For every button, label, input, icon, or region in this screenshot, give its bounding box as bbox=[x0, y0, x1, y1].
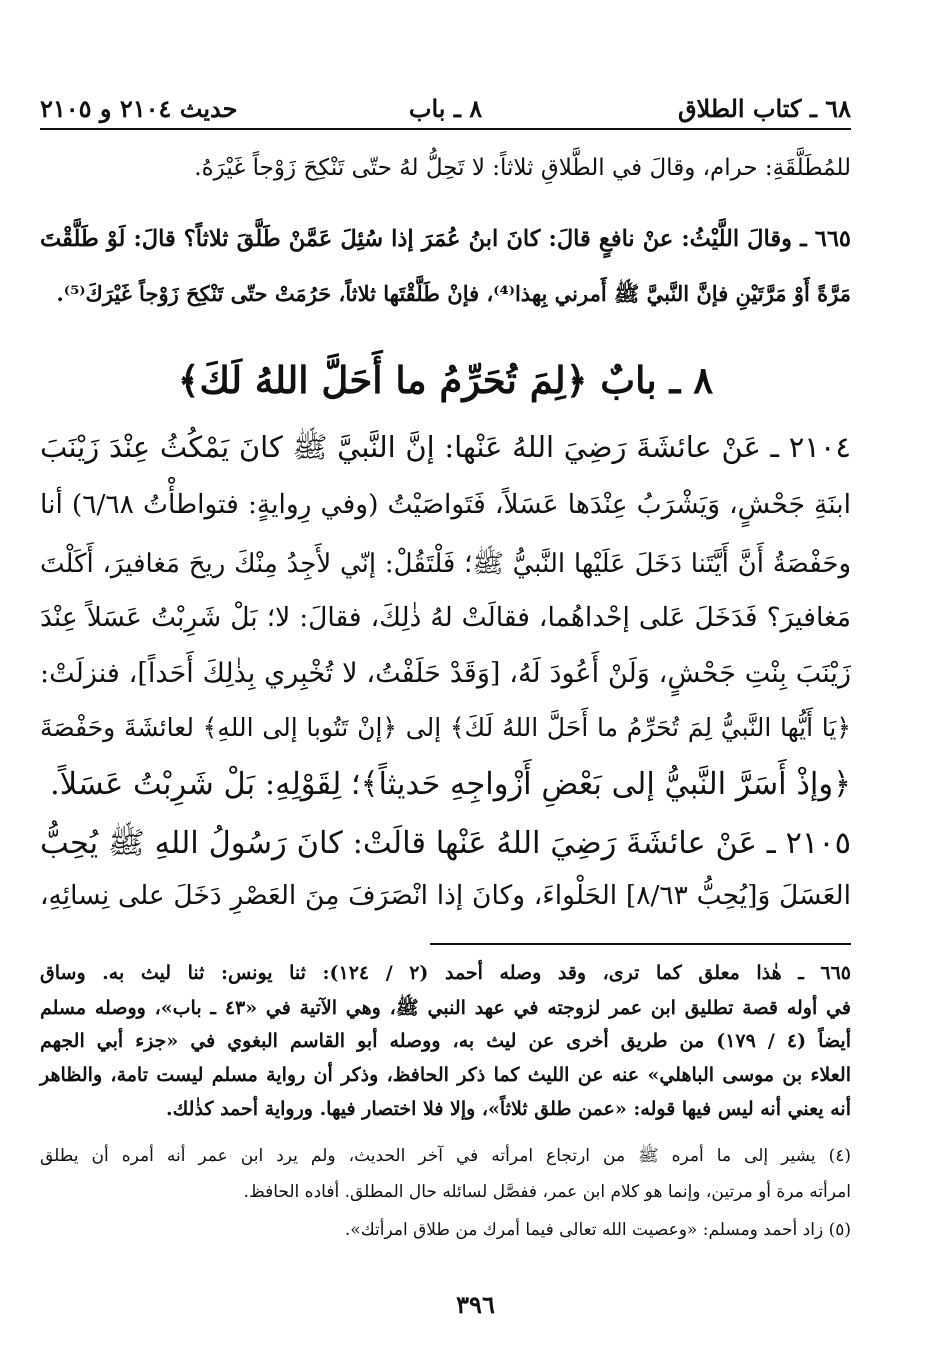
footnote-4-line: (٤) يشير إلى ما أمره ﷺ من ارتجاع امرأته في آخر الحديث، ولم يرد ابن عمر أنه أمره أن يطلق bbox=[40, 1146, 851, 1166]
continued-text-line: للمُطَلَّقَةِ: حرام، وقالَ في الطَّلاقِ ثلاثاً: لا تَحِلُّ لهُ حتّى تَنْكِحَ زَوْجاً غَيْرَهُ. bbox=[194, 155, 851, 181]
hadith-2104-line: مَغافيرَ؟ فَدَخَلَ عَلى إحْداهُما، فقالَتْ لهُ ذٰلِكَ، فقالَ: لا؛ بَلْ شَرِبْتُ عَسَلاً عِنْدَ bbox=[40, 602, 851, 633]
header-section: ٨ ـ باب bbox=[408, 93, 483, 123]
header-chapter: ٦٨ ـ كتاب الطلاق bbox=[677, 93, 851, 123]
footnote-665-line: أنه يعني أنه ليس فيها قوله: «عمن طلق ثلاثاً»، وإلا فلا اختصار فيها. ورواية أحمد كذٰلك. bbox=[166, 1098, 851, 1120]
hadith-2104-line: زَيْنَبَ بِنْتِ جَحْشٍ، وَلَنْ أَعُودَ لَهُ، [وَقَدْ حَلَفْتُ، لا تُخْبِري بِذٰلِكَ أَحَداً]، فنزلَتْ: bbox=[40, 658, 851, 689]
footnote-divider bbox=[430, 943, 851, 945]
footnote-665-line: العلاء بن موسى الباهلي» عنه عن الليث كما ذكر الحافظ، وذكر أن رواية مسلم ليست تامة، والظاهر bbox=[40, 1064, 851, 1086]
hadith-2104-line: ابنَةِ جَحْشٍ، وَيَشْرَبُ عِنْدَها عَسَلاً، فَتَواصَيْتُ (وفي رِوايةٍ: فتواطأْتُ ٦/٦٨) أنا bbox=[40, 489, 851, 520]
hadith-2105-line: العَسَلَ وَ[يُحِبُّ ٨/٦٣] الحَلْواءَ، وكانَ إذا انْصَرَفَ مِنَ العَصْرِ دَخَلَ على نِسائِهِ، bbox=[40, 880, 851, 911]
footnote-665-line: ٦٦٥ ـ هٰذا معلق كما ترى، وقد وصله أحمد (٢ / ١٢٤): ثنا يونس: ثنا ليث به. وساق bbox=[40, 962, 851, 984]
page-number: ٣٩٦ bbox=[456, 1290, 495, 1319]
athar-665-line: مَرَّةً أَوْ مَرَّتَيْنِ فإنَّ النَّبيَّ ﷺ أَمرني بِهذا⁽⁴⁾، فإنْ طَلَّقْتَها ثلاثاً، حَرُمَتْ حتّى تَنْكِحَ زَوْجاً غَيْرَكَ⁽⁵⁾. bbox=[56, 281, 851, 306]
hadith-2104-line: ٢١٠٤ ـ عَنْ عائشَةَ رَضِيَ اللهُ عَنْها: إنَّ النَّبيَّ ﷺ كانَ يَمْكُثُ عِنْدَ زَيْنَبَ bbox=[40, 430, 851, 464]
footnote-5-line: (٥) زاد أحمد ومسلم: «وعصيت الله تعالى فيما أمرك من طلاق امرأتك». bbox=[344, 1220, 851, 1240]
hadith-2104-line: وحَفْصَةُ أَنَّ أَيَّتَنا دَخَلَ عَلَيْها النَّبيُّ ﷺ؛ فَلْتَقُلْ: إنّي لأَجِدُ مِنْكَ ريحَ مَغافيرَ، أَكَلْتَ bbox=[40, 549, 851, 579]
athar-665-line: ٦٦٥ ـ وقالَ اللَّيْثُ: عنْ نافعٍ قالَ: كانَ ابنُ عُمَرَ إذا سُئِلَ عَمَّنْ طَلَّقَ ثلاثاً؟ قالَ: لَوْ طَلَّقْتَ bbox=[40, 226, 851, 252]
footnote-665-line: أيضاً (٤ / ١٧٩) من طريق أخرى عن ليث به، ووصله أبو القاسم البغوي في «جزء أبي الجهم bbox=[40, 1030, 852, 1052]
header-hadith-range: حديث ٢١٠٤ و ٢١٠٥ bbox=[40, 93, 238, 123]
hadith-2105-line: ٢١٠٥ ـ عَنْ عائشَةَ رَضِيَ اللهُ عَنْها قالَتْ: كانَ رَسُولُ اللهِ ﷺ يُحِبُّ bbox=[40, 826, 851, 861]
hadith-2104-line: ﴿وإذْ أَسَرَّ النَّبيُّ إلى بَعْضِ أَزْواجِهِ حَديثاً﴾؛ لِقَوْلِهِ: بَلْ شَرِبْتُ عَسَلاً. bbox=[50, 767, 851, 802]
footnote-4-line: امرأته مرة أو مرتين، وإنما هو كلام ابن عمر، ففصَّل لسائله حال المطلق. أفاده الحافظ. bbox=[243, 1182, 851, 1202]
footnote-665-line: في أوله قصة تطليق ابن عمر لزوجته في عهد النبي ﷺ، وهي الآتية في «٤٣ ـ باب»، ووصله مسلم bbox=[40, 997, 851, 1019]
page-header bbox=[40, 88, 851, 130]
hadith-2104-line: ﴿يَا أَيُّها النَّبيُّ لِمَ تُحَرِّمُ ما أَحَلَّ اللهُ لَكَ﴾ إلى ﴿إنْ تَتُوبا إلى اللهِ﴾ لعائشَةَ وحَفْصَةَ bbox=[40, 713, 851, 742]
chapter-heading: ٨ ـ بابٌ ﴿لِمَ تُحَرِّمُ ما أَحَلَّ اللهُ لَكَ﴾ bbox=[177, 358, 714, 402]
